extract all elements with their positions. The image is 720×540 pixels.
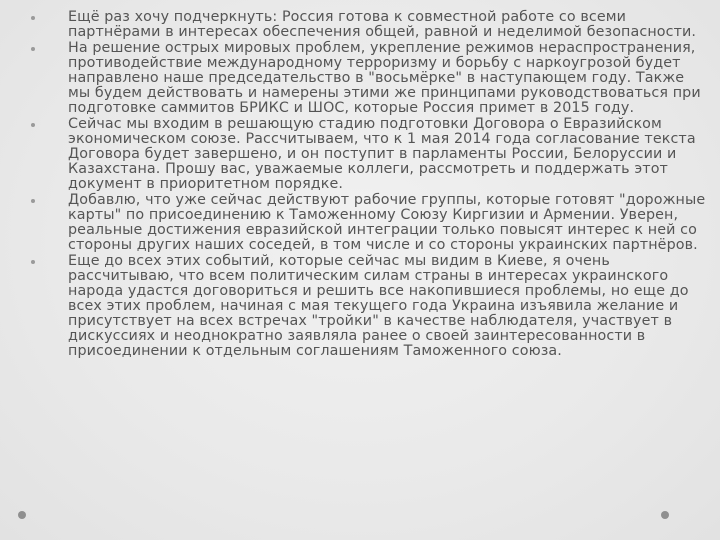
bullet-item-3	[26, 117, 706, 192]
bullet-list	[26, 10, 706, 360]
decorative-dot-icon	[661, 511, 669, 519]
bullet-item-4	[26, 193, 706, 253]
bullet-point-icon	[31, 47, 35, 51]
bullet-point-icon	[31, 260, 35, 264]
bullet-item-1	[26, 10, 706, 40]
bullet-item-2	[26, 41, 706, 116]
bullet-item-5	[26, 254, 706, 359]
bullet-point-icon	[31, 199, 35, 203]
bullet-point-icon	[31, 16, 35, 20]
bullet-text: Ещё раз хочу подчеркнуть: Россия готова к совместной работе со всеми партнёрами в интересах обеспечения общей, равной и неделимой безопасности.	[68, 9, 697, 40]
bullet-point-icon	[31, 123, 35, 127]
bullet-text: Добавлю, что уже сейчас действуют рабочие группы, которые готовят "дорожные карты" по присоединению к Таможенному Союзу Киргизии и Армении. Уверен, реальные достижения евразийской интеграции только повысят интерес к ней со стороны других наших соседей, в том числе и со стороны украинских партнёров.	[68, 192, 706, 253]
bullet-text: Сейчас мы входим в решающую стадию подготовки Договора о Евразийском экономическом союзе. Рассчитываем, что к 1 мая 2014 года согласование текста Договора будет завершено, и он поступит в парламенты России, Белоруссии и Казахстана. Прошу вас, уважаемые коллеги, рассмотреть и поддержать этот документ в приоритетном порядке.	[68, 116, 696, 192]
bullet-text: Еще до всех этих событий, которые сейчас мы видим в Киеве, я очень рассчитываю, что всем политическим силам страны в интересах украинского народа удастся договориться и решить все накопившиеся проблемы, но еще до всех этих проблем, начиная с мая текущего года Украина изъявила желание и присутствует на всех встречах "тройки" в качестве наблюдателя, участвует в дискуссиях и неоднократно заявляла ранее о своей заинтересованности в присоединении к отдельным соглашениям Таможенного союза.	[68, 253, 689, 359]
bullet-text: На решение острых мировых проблем, укрепление режимов нераспространения, противодействие международному терроризму и борьбу с наркоугрозой будет направлено наше председательство в "восьмёрке" в наступающем году. Также мы будем действовать и намерены этими же принципами руководствоваться при подготовке саммитов БРИКС и ШОС, которые Россия примет в 2015 году.	[68, 40, 701, 116]
decorative-dot-icon	[18, 511, 26, 519]
